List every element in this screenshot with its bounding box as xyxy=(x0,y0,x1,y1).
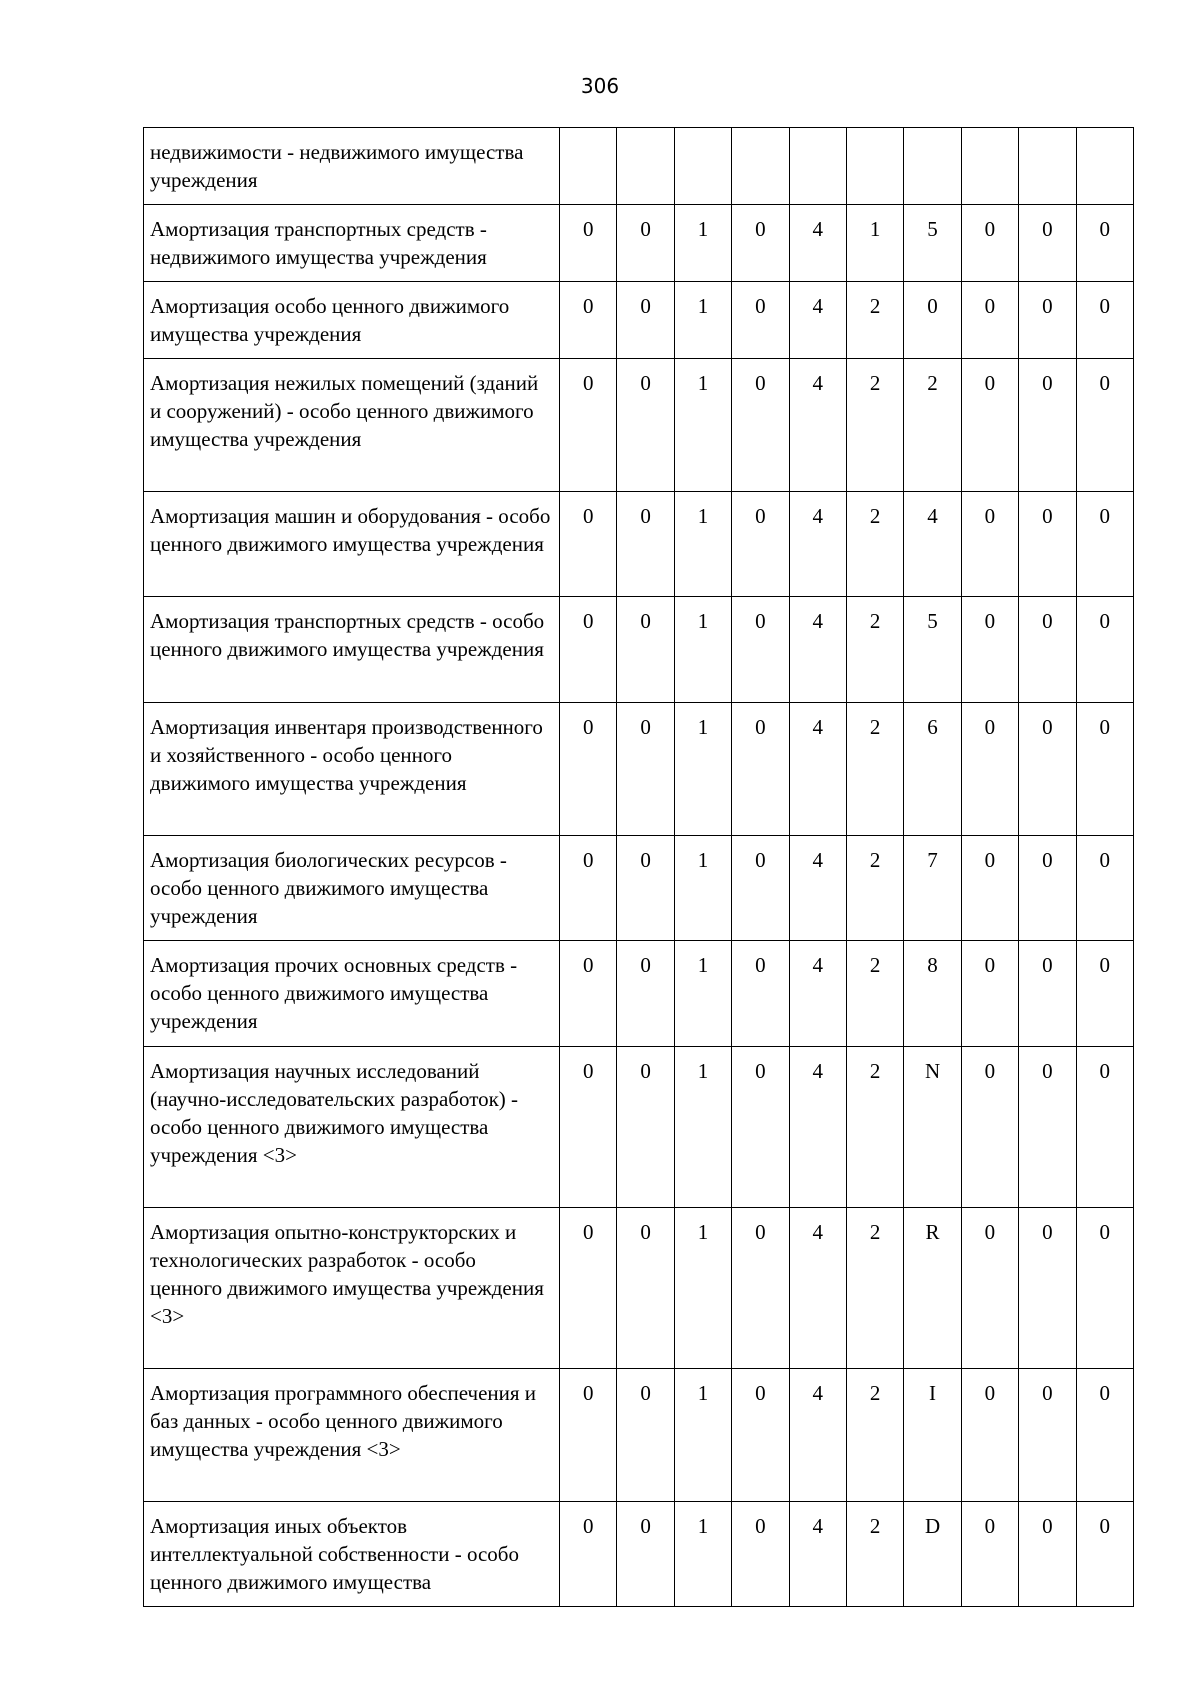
row-description: Амортизация иных объектов интеллектуальной собственности - особо ценного движимого имущества xyxy=(144,1502,560,1607)
table-row xyxy=(144,492,1134,597)
code-digit-1 xyxy=(560,128,617,205)
code-digit-4: 0 xyxy=(732,836,789,941)
code-digit-1: 0 xyxy=(560,205,617,282)
code-digit-1: 0 xyxy=(560,703,617,836)
row-description: Амортизация транспортных средств - недвижимого имущества учреждения xyxy=(144,205,560,282)
code-digit-10: 0 xyxy=(1076,1502,1133,1607)
code-digit-10: 0 xyxy=(1076,492,1133,597)
code-digit-3: 1 xyxy=(674,282,731,359)
code-digit-2: 0 xyxy=(617,359,674,492)
table-row xyxy=(144,597,1134,703)
table-row xyxy=(144,836,1134,941)
code-digit-2: 0 xyxy=(617,703,674,836)
code-digit-1: 0 xyxy=(560,492,617,597)
code-digit-7: 8 xyxy=(904,941,961,1047)
code-digit-4: 0 xyxy=(732,492,789,597)
code-digit-8: 0 xyxy=(961,205,1018,282)
code-digit-4: 0 xyxy=(732,282,789,359)
code-digit-8: 0 xyxy=(961,597,1018,703)
code-digit-7: 6 xyxy=(904,703,961,836)
code-digit-5 xyxy=(789,128,846,205)
code-digit-7: 4 xyxy=(904,492,961,597)
code-digit-2: 0 xyxy=(617,1208,674,1369)
code-digit-2: 0 xyxy=(617,282,674,359)
code-digit-5: 4 xyxy=(789,205,846,282)
code-digit-8: 0 xyxy=(961,1369,1018,1502)
code-digit-9: 0 xyxy=(1019,836,1076,941)
code-digit-9: 0 xyxy=(1019,205,1076,282)
code-digit-7: I xyxy=(904,1369,961,1502)
code-digit-6 xyxy=(846,128,903,205)
code-digit-2: 0 xyxy=(617,597,674,703)
table-row xyxy=(144,703,1134,836)
row-description: Амортизация опытно-конструкторских и технологических разработок - особо ценного движимого имущества учреждения <3> xyxy=(144,1208,560,1369)
code-digit-4: 0 xyxy=(732,1208,789,1369)
code-digit-3: 1 xyxy=(674,597,731,703)
code-digit-7: D xyxy=(904,1502,961,1607)
code-digit-5: 4 xyxy=(789,597,846,703)
table-row xyxy=(144,205,1134,282)
table-row xyxy=(144,1502,1134,1607)
code-digit-5: 4 xyxy=(789,836,846,941)
row-description: Амортизация научных исследований (научно-исследовательских разработок) - особо ценного движимого имущества учреждения <3> xyxy=(144,1047,560,1208)
code-digit-9: 0 xyxy=(1019,1047,1076,1208)
code-digit-2: 0 xyxy=(617,205,674,282)
table-row xyxy=(144,282,1134,359)
code-digit-3: 1 xyxy=(674,492,731,597)
code-digit-6: 2 xyxy=(846,941,903,1047)
code-digit-6: 2 xyxy=(846,1208,903,1369)
row-description: Амортизация инвентаря производственного и хозяйственного - особо ценного движимого имущества учреждения xyxy=(144,703,560,836)
code-digit-5: 4 xyxy=(789,1369,846,1502)
code-digit-8: 0 xyxy=(961,703,1018,836)
code-digit-2: 0 xyxy=(617,1502,674,1607)
row-description: Амортизация биологических ресурсов - особо ценного движимого имущества учреждения xyxy=(144,836,560,941)
code-digit-6: 2 xyxy=(846,1369,903,1502)
table-row xyxy=(144,1208,1134,1369)
code-digit-6: 2 xyxy=(846,836,903,941)
code-digit-9: 0 xyxy=(1019,282,1076,359)
code-digit-3: 1 xyxy=(674,205,731,282)
code-digit-3: 1 xyxy=(674,359,731,492)
table-row xyxy=(144,128,1134,205)
code-digit-10: 0 xyxy=(1076,597,1133,703)
code-digit-7: N xyxy=(904,1047,961,1208)
code-digit-3: 1 xyxy=(674,703,731,836)
code-digit-7: R xyxy=(904,1208,961,1369)
row-description: Амортизация нежилых помещений (зданий и сооружений) - особо ценного движимого имущества учреждения xyxy=(144,359,560,492)
code-digit-8: 0 xyxy=(961,1047,1018,1208)
code-digit-9: 0 xyxy=(1019,941,1076,1047)
code-digit-2: 0 xyxy=(617,492,674,597)
code-digit-8 xyxy=(961,128,1018,205)
code-digit-4: 0 xyxy=(732,597,789,703)
row-description: Амортизация транспортных средств - особо ценного движимого имущества учреждения xyxy=(144,597,560,703)
code-digit-9 xyxy=(1019,128,1076,205)
row-description: Амортизация особо ценного движимого имущества учреждения xyxy=(144,282,560,359)
code-digit-6: 2 xyxy=(846,703,903,836)
code-digit-9: 0 xyxy=(1019,1208,1076,1369)
code-digit-1: 0 xyxy=(560,359,617,492)
table-row xyxy=(144,359,1134,492)
code-digit-3: 1 xyxy=(674,1047,731,1208)
table-row xyxy=(144,1047,1134,1208)
code-digit-10: 0 xyxy=(1076,359,1133,492)
code-digit-3 xyxy=(674,128,731,205)
code-digit-5: 4 xyxy=(789,1047,846,1208)
code-digit-1: 0 xyxy=(560,282,617,359)
code-digit-8: 0 xyxy=(961,1208,1018,1369)
table-row xyxy=(144,941,1134,1047)
code-digit-1: 0 xyxy=(560,836,617,941)
code-digit-10: 0 xyxy=(1076,1369,1133,1502)
code-digit-9: 0 xyxy=(1019,703,1076,836)
code-digit-1: 0 xyxy=(560,1047,617,1208)
code-digit-5: 4 xyxy=(789,1502,846,1607)
code-digit-10: 0 xyxy=(1076,703,1133,836)
code-digit-2 xyxy=(617,128,674,205)
code-digit-6: 2 xyxy=(846,1047,903,1208)
code-digit-1: 0 xyxy=(560,1502,617,1607)
code-digit-5: 4 xyxy=(789,492,846,597)
code-digit-8: 0 xyxy=(961,836,1018,941)
code-digit-4 xyxy=(732,128,789,205)
code-digit-8: 0 xyxy=(961,359,1018,492)
row-description: Амортизация машин и оборудования - особо ценного движимого имущества учреждения xyxy=(144,492,560,597)
code-digit-1: 0 xyxy=(560,941,617,1047)
code-digit-2: 0 xyxy=(617,1047,674,1208)
code-digit-5: 4 xyxy=(789,359,846,492)
row-description: недвижимости - недвижимого имущества учреждения xyxy=(144,128,560,205)
code-digit-2: 0 xyxy=(617,1369,674,1502)
code-digit-4: 0 xyxy=(732,703,789,836)
code-digit-10: 0 xyxy=(1076,836,1133,941)
code-digit-6: 1 xyxy=(846,205,903,282)
code-digit-10: 0 xyxy=(1076,941,1133,1047)
code-digit-10: 0 xyxy=(1076,1047,1133,1208)
code-digit-6: 2 xyxy=(846,492,903,597)
code-digit-2: 0 xyxy=(617,836,674,941)
code-digit-5: 4 xyxy=(789,1208,846,1369)
code-digit-9: 0 xyxy=(1019,359,1076,492)
code-digit-9: 0 xyxy=(1019,1369,1076,1502)
code-digit-3: 1 xyxy=(674,1502,731,1607)
code-digit-3: 1 xyxy=(674,1369,731,1502)
code-digit-6: 2 xyxy=(846,359,903,492)
code-digit-3: 1 xyxy=(674,1208,731,1369)
code-digit-8: 0 xyxy=(961,492,1018,597)
code-digit-7: 5 xyxy=(904,205,961,282)
code-digit-10 xyxy=(1076,128,1133,205)
code-digit-8: 0 xyxy=(961,282,1018,359)
code-digit-5: 4 xyxy=(789,941,846,1047)
code-digit-5: 4 xyxy=(789,703,846,836)
code-digit-7: 0 xyxy=(904,282,961,359)
code-digit-4: 0 xyxy=(732,1369,789,1502)
row-description: Амортизация прочих основных средств - особо ценного движимого имущества учреждения xyxy=(144,941,560,1047)
code-digit-3: 1 xyxy=(674,941,731,1047)
code-digit-4: 0 xyxy=(732,359,789,492)
code-digit-7: 2 xyxy=(904,359,961,492)
code-digit-3: 1 xyxy=(674,836,731,941)
code-digit-9: 0 xyxy=(1019,597,1076,703)
code-digit-4: 0 xyxy=(732,1502,789,1607)
code-digit-10: 0 xyxy=(1076,1208,1133,1369)
code-digit-1: 0 xyxy=(560,597,617,703)
table-body xyxy=(144,128,1134,1607)
code-digit-1: 0 xyxy=(560,1208,617,1369)
code-digit-4: 0 xyxy=(732,941,789,1047)
table-row xyxy=(144,1369,1134,1502)
code-digit-4: 0 xyxy=(732,205,789,282)
code-digit-8: 0 xyxy=(961,941,1018,1047)
code-digit-10: 0 xyxy=(1076,282,1133,359)
page-number: 306 xyxy=(580,74,620,98)
code-digit-6: 2 xyxy=(846,1502,903,1607)
code-digit-9: 0 xyxy=(1019,1502,1076,1607)
code-digit-5: 4 xyxy=(789,282,846,359)
row-description: Амортизация программного обеспечения и баз данных - особо ценного движимого имущества учреждения <3> xyxy=(144,1369,560,1502)
code-digit-7: 7 xyxy=(904,836,961,941)
code-digit-6: 2 xyxy=(846,282,903,359)
code-digit-7: 5 xyxy=(904,597,961,703)
code-digit-7 xyxy=(904,128,961,205)
code-digit-4: 0 xyxy=(732,1047,789,1208)
code-digit-10: 0 xyxy=(1076,205,1133,282)
code-digit-1: 0 xyxy=(560,1369,617,1502)
code-digit-9: 0 xyxy=(1019,492,1076,597)
code-digit-8: 0 xyxy=(961,1502,1018,1607)
account-codes-table xyxy=(143,127,1134,1607)
code-digit-6: 2 xyxy=(846,597,903,703)
code-digit-2: 0 xyxy=(617,941,674,1047)
